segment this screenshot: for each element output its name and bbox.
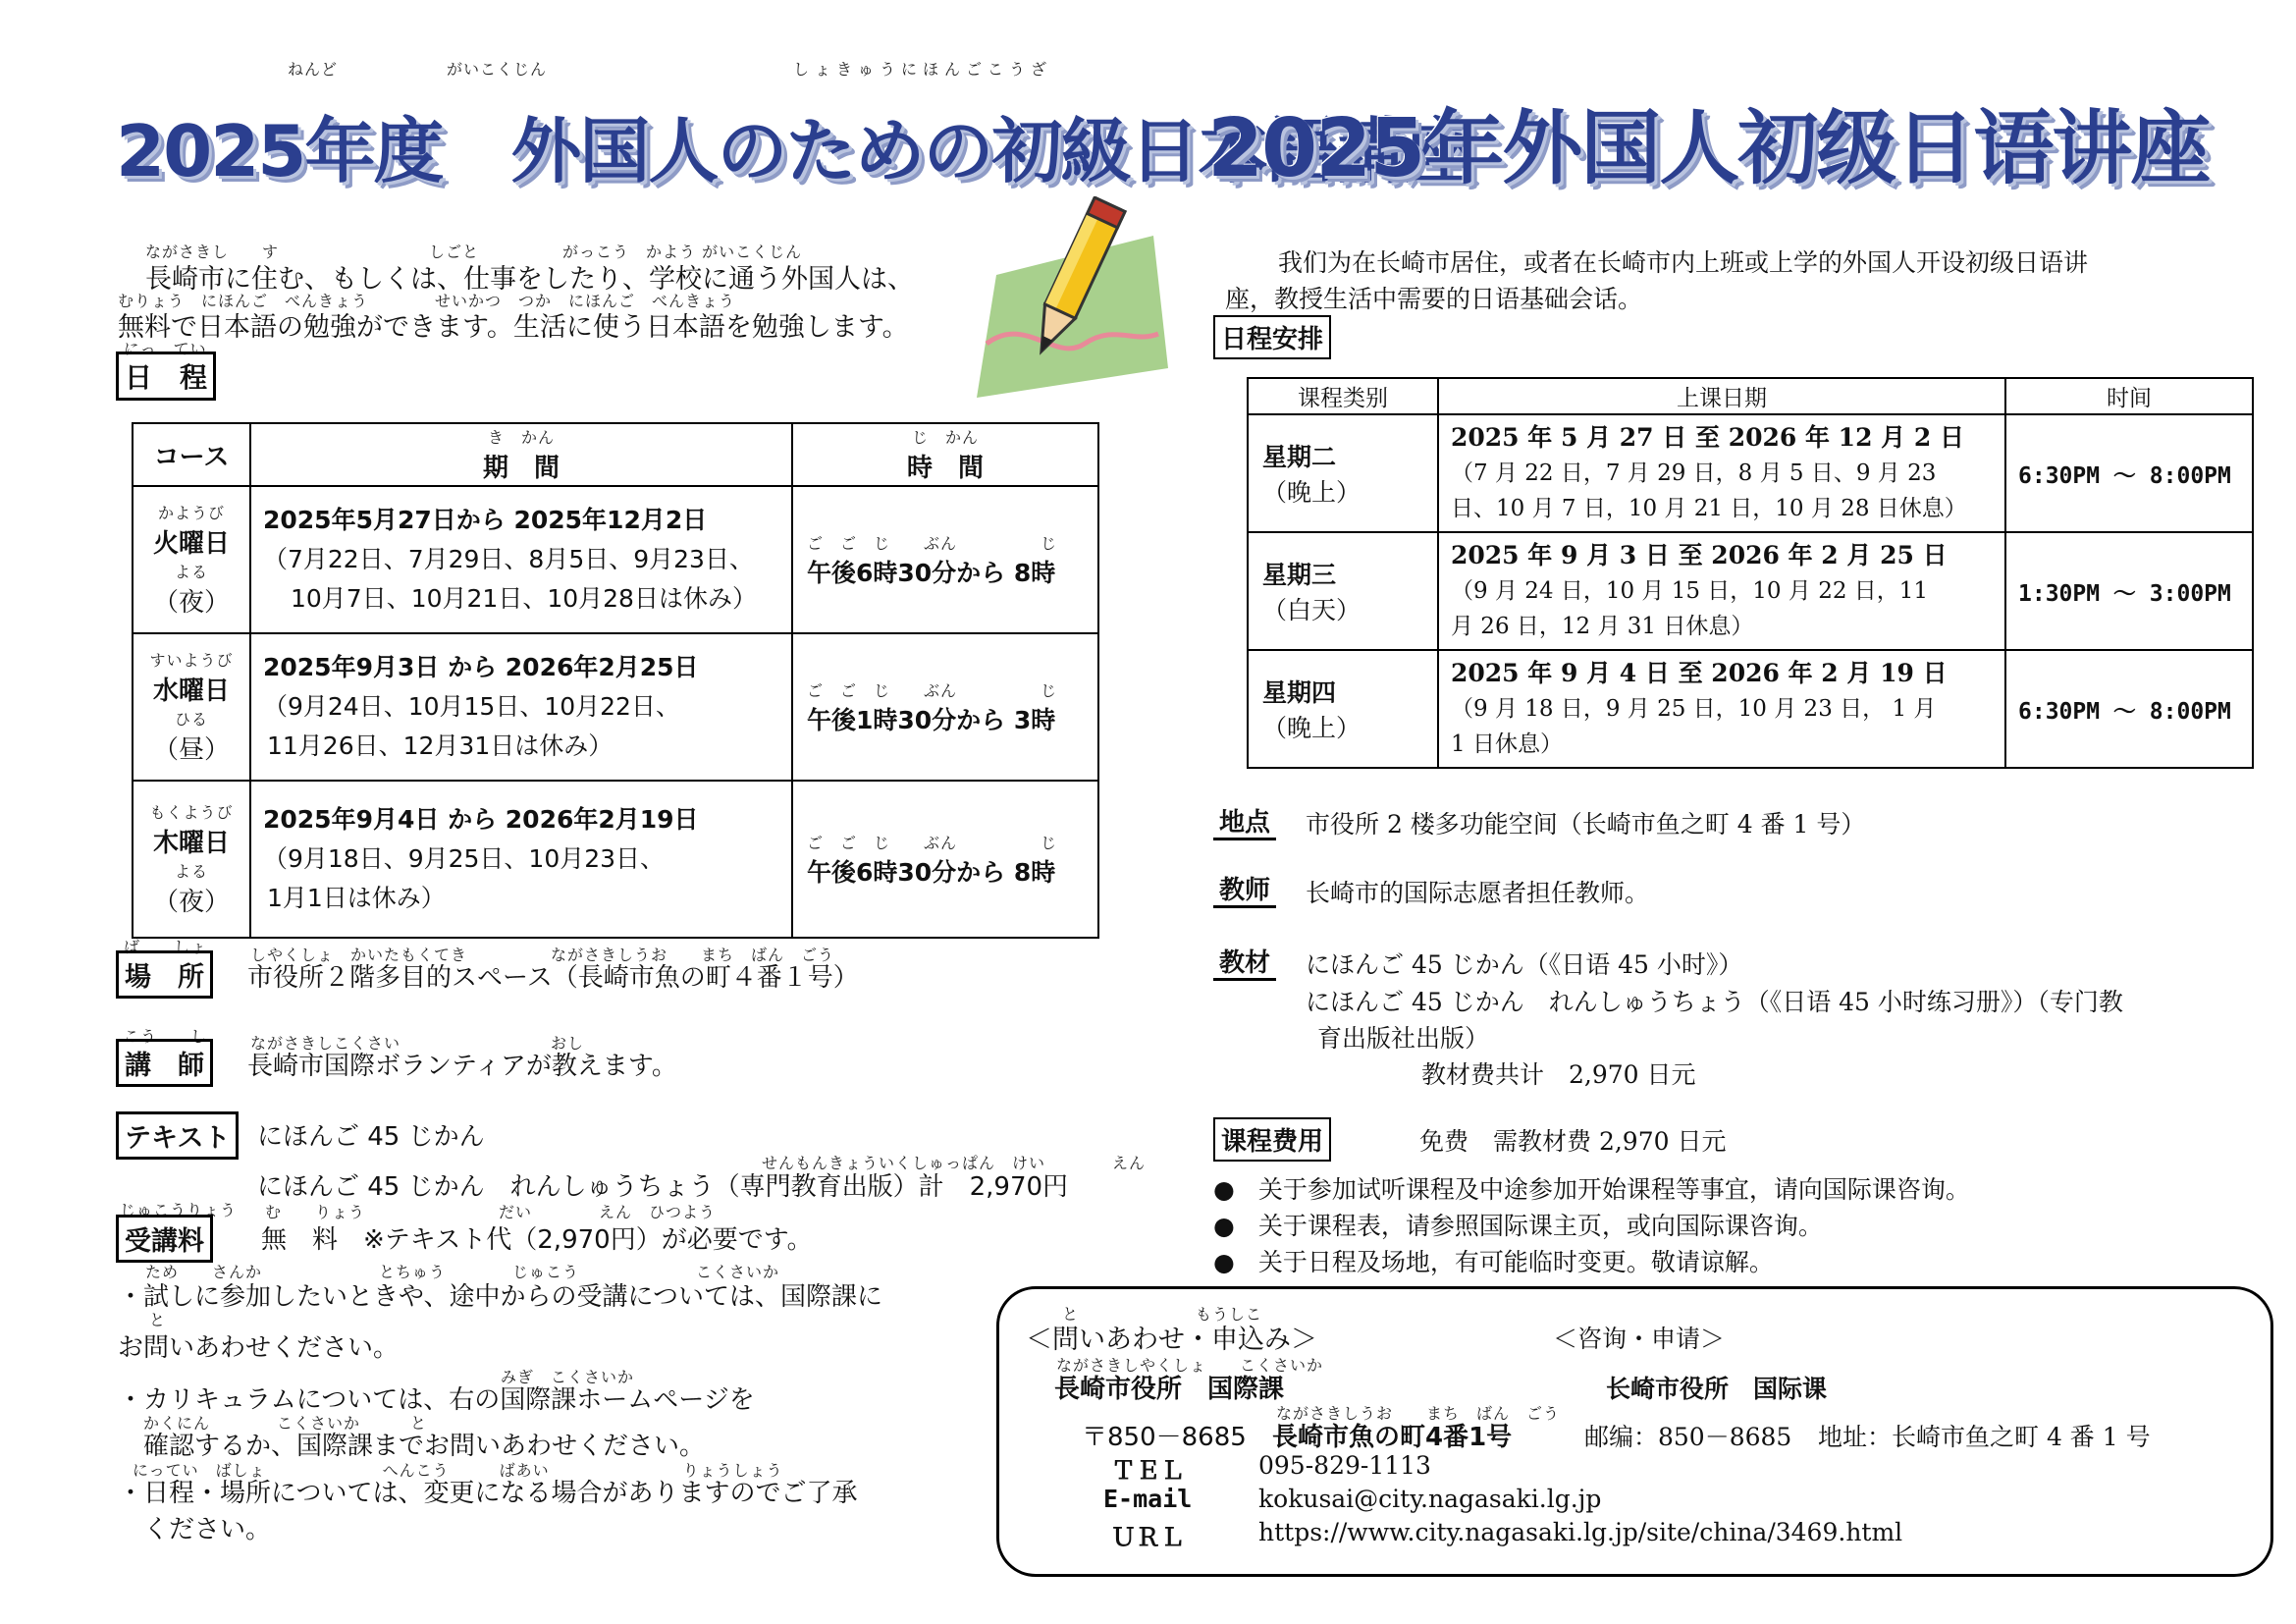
contact-postal: 〒850－8685	[1082, 1423, 1247, 1452]
ja-note3-line1: ・日程・場所については、変更になる場合がありますのでご了承	[118, 1479, 858, 1508]
ja-place-label: 場 所	[116, 950, 213, 999]
zh-day-cell	[1248, 650, 1438, 768]
ja-time-cell	[792, 486, 1098, 633]
zh-fee-label: 课程费用	[1213, 1117, 1331, 1162]
zh-time-cell: 1:30PM ～ 3:00PM	[2005, 532, 2253, 650]
when-label: （晚上）	[1262, 478, 1362, 507]
title-ja-ruby-nendo: ねんど	[288, 60, 339, 79]
ja-note3-line2: ください。	[143, 1515, 272, 1544]
contact-zh-address: 地址：长崎市鱼之町 4 番 1 号	[1818, 1423, 2151, 1451]
when-label: （昼）	[152, 735, 230, 765]
ja-day-cell	[133, 633, 250, 781]
zh-schedule-table	[1247, 377, 2254, 769]
contact-email[interactable]: kokusai@city.nagasaki.lg.jp	[1258, 1485, 1602, 1513]
day-label: 星期四	[1262, 678, 1337, 707]
zh-material-line4: 教材费共计 2,970 日元	[1421, 1060, 1696, 1089]
text-line2-ruby: せんもんきょういくしゅっぱん けい えん	[762, 1154, 1147, 1172]
zh-material-line1: にほんご 45 じかん（《日语 45 小时》）	[1306, 950, 1743, 979]
table-row	[1248, 532, 2253, 650]
ja-th-period	[250, 423, 792, 486]
place-text-ruby: しやくしょ かいたもくてき ながさきしうお まち ばん ごう	[250, 946, 835, 964]
contact-url[interactable]: https://www.city.nagasaki.lg.jp/site/china/3469.html	[1258, 1518, 1903, 1546]
contact-ja-heading: ＜問いあわせ・申込み＞	[1026, 1325, 1317, 1355]
ja-th-period-ruby: き かん	[487, 428, 555, 447]
day-label: 火曜日	[152, 529, 230, 559]
zh-bullet-3: ● 关于日程及场地，有可能临时变更。敬请谅解。	[1213, 1243, 1774, 1278]
zh-th-time: 时间	[2005, 378, 2253, 414]
contact-tel[interactable]: 095-829-1113	[1258, 1451, 1431, 1480]
ja-fee-label: 受講料	[116, 1215, 213, 1263]
contact-email-label: E-mail	[1103, 1485, 1193, 1513]
fee-text-ruby: む りょう だい えん ひつよう	[265, 1203, 717, 1221]
title-zh: 2025年外国人初级日语讲座	[1207, 102, 2210, 195]
ja-th-time	[792, 423, 1098, 486]
when-label: （白天）	[1262, 596, 1362, 624]
ja-intro-line1: 長崎市に住む、もしくは、仕事をしたり、学校に通う外国人は、	[145, 264, 914, 295]
contact-address-ruby: ながさきしうお まち ばん ごう	[1276, 1404, 1561, 1423]
zh-teacher-text: 长崎市的国际志愿者担任教师。	[1306, 879, 1650, 907]
title-ja-ruby-koza: しょきゅうにほんごこうざ	[793, 60, 1053, 79]
zh-date-cell	[1438, 532, 2005, 650]
period-text: 2025年9月3日 から 2026年2月25日	[263, 653, 699, 681]
ja-th-time-ruby: じ かん	[911, 428, 979, 447]
when-ruby: ひる	[174, 710, 208, 729]
holiday-note-1: （9月18日、9月25日、10月23日、	[263, 844, 666, 873]
time-text: 午後6時30分から 8時	[807, 857, 1056, 887]
ja-note2-line1: ・カリキュラムについては、右の国際課ホームページを	[118, 1385, 755, 1415]
table-row	[1248, 414, 2253, 532]
ja-teacher-label: 講 師	[116, 1039, 213, 1087]
schedule-label-ruby: にっ てい	[124, 340, 207, 358]
holiday-note-1: （7月22日、7月29日、8月5日、9月23日、	[263, 545, 754, 573]
period-text: 2025 年 9 月 4 日 至 2026 年 2 月 19 日	[1451, 659, 1948, 687]
table-row	[133, 781, 1098, 938]
zh-date-cell	[1438, 414, 2005, 532]
teacher-text-ruby: ながさきしこくさい おし	[250, 1034, 585, 1053]
contact-org-ruby: ながさきしやくしょ こくさいか	[1056, 1356, 1324, 1375]
when-ruby: よる	[174, 563, 208, 581]
contact-zh-org: 长崎市役所 国际课	[1606, 1375, 1828, 1403]
period-text: 2025年9月4日 から 2026年2月19日	[263, 805, 699, 834]
holiday-note-2: 11月26日、12月31日は休み）	[267, 731, 614, 760]
contact-zh-postal: 邮编：850－8685	[1584, 1423, 1792, 1451]
when-ruby: よる	[174, 862, 208, 881]
holiday-note-1: （9 月 24 日，10 月 15 日，10 月 22 日，11	[1451, 578, 1929, 604]
fee-label-ruby: じゅこうりょう	[120, 1201, 238, 1219]
zh-day-cell	[1248, 532, 1438, 650]
ja-period-cell	[250, 486, 792, 633]
ja-time-cell	[792, 781, 1098, 938]
zh-bullet-2: ● 关于课程表，请参照国际课主页，或向国际课咨询。	[1213, 1207, 1823, 1242]
zh-bullet-1: ● 关于参加试听课程及中途参加开始课程等事宜，请向国际课咨询。	[1213, 1170, 1970, 1206]
zh-th-date: 上课日期	[1438, 378, 2005, 414]
holiday-note-1: （9 月 18 日，9 月 25 日，10 月 23 日， 1 月	[1451, 696, 1937, 722]
contact-tel-label: ＴＥＬ	[1111, 1456, 1186, 1485]
day-ruby: すいようび	[149, 651, 234, 670]
ja-place-text: 市役所２階多目的スペース（長崎市魚の町４番１号）	[247, 963, 859, 993]
holiday-note-2: 1月1日は休み）	[267, 884, 446, 912]
contact-ja-address: 長崎市魚の町4番1号	[1272, 1423, 1513, 1452]
period-text: 2025 年 9 月 3 日 至 2026 年 2 月 25 日	[1451, 541, 1948, 569]
when-label: （晚上）	[1262, 714, 1362, 742]
ja-fee-text: 無 料 ※テキスト代（2,970円）が必要です。	[261, 1225, 813, 1255]
note2b-ruby: かくにん こくさいか と	[143, 1414, 428, 1433]
ja-th-time-label: 時 間	[906, 454, 984, 483]
ja-period-cell	[250, 781, 792, 938]
holiday-note-2: 月 26 日，12 月 31 日休息）	[1451, 614, 1754, 639]
period-text: 2025 年 5 月 27 日 至 2026 年 12 月 2 日	[1451, 423, 1964, 452]
ja-text-line2: にほんご 45 じかん れんしゅうちょう（専門教育出版）計 2,970円	[257, 1172, 1069, 1202]
ja-th-course: コース	[133, 423, 250, 486]
zh-intro-line1: 我们为在长崎市居住，或者在长崎市内上班或上学的外国人开设初级日语讲	[1278, 248, 2089, 277]
day-label: 木曜日	[152, 829, 230, 858]
time-text: 午後6時30分から 8時	[807, 558, 1056, 587]
pencil-illustration	[967, 196, 1188, 403]
day-label: 星期三	[1262, 561, 1337, 589]
note2-ruby: みぎ こくさいか	[501, 1368, 635, 1386]
note1-ruby: ため さんか とちゅう じゅこう こくさいか	[145, 1263, 780, 1281]
day-ruby: もくようび	[149, 803, 234, 822]
title-ja: 2025年度 外国人のための初級日本語講座	[116, 110, 1473, 192]
zh-material-line2: にほんご 45 じかん れんしゅうちょう（《日语 45 小时练习册》）（专门教	[1306, 988, 2123, 1016]
zh-th-course: 课程类别	[1248, 378, 1438, 414]
zh-day-cell	[1248, 414, 1438, 532]
zh-date-cell	[1438, 650, 2005, 768]
table-row	[133, 486, 1098, 633]
place-label-ruby: ば しょ	[124, 938, 208, 956]
day-ruby: かようび	[157, 504, 225, 522]
table-row	[133, 633, 1098, 781]
ja-th-period-label: 期 間	[482, 454, 560, 483]
holiday-note-1: （7 月 22 日，7 月 29 日，8 月 5 日、9 月 23	[1451, 460, 1937, 486]
contact-zh-heading: ＜咨询・申请＞	[1553, 1325, 1726, 1353]
contact-url-label: ＵＲＬ	[1111, 1523, 1186, 1551]
ja-schedule-table	[132, 422, 1099, 939]
ja-day-cell	[133, 486, 250, 633]
zh-time-cell: 6:30PM ～ 8:00PM	[2005, 650, 2253, 768]
note1b-ruby: と	[149, 1311, 167, 1329]
period-text: 2025年5月27日から 2025年12月2日	[263, 506, 708, 534]
holiday-note-2: 日、10 月 7 日，10 月 21 日，10 月 28 日休息）	[1451, 496, 1967, 521]
ja-time-cell	[792, 633, 1098, 781]
zh-intro-line2: 座，教授生活中需要的日语基础会话。	[1225, 285, 1643, 313]
zh-place-text: 市役所 2 楼多功能空间（长崎市鱼之町 4 番 1 号）	[1306, 810, 1866, 839]
intro-ruby-line1: ながさきし す しごと がっこう かよう がいこくじん	[145, 243, 803, 261]
day-label: 水曜日	[152, 677, 230, 706]
ja-note1-line1: ・試しに参加したいときや、途中からの受講については、国際課に	[118, 1282, 882, 1312]
time-ruby: ご ご じ ぶん じ	[807, 680, 1058, 700]
table-row	[1248, 650, 2253, 768]
zh-material-line3: 育出版社出版）	[1317, 1024, 1490, 1053]
ja-teacher-text: 長崎市国際ボランティアが教えます。	[247, 1052, 677, 1081]
ja-note1-line2: お問いあわせください。	[118, 1333, 400, 1363]
title-ja-ruby-gaikokujin: がいこくじん	[447, 60, 548, 79]
zh-fee-text: 免费 需教材费 2,970 日元	[1419, 1127, 1727, 1156]
ja-text-line1: にほんご 45 じかん	[257, 1122, 485, 1152]
day-label: 星期二	[1262, 443, 1337, 471]
zh-teacher-label: 教师	[1213, 868, 1276, 908]
zh-time-cell: 6:30PM ～ 8:00PM	[2005, 414, 2253, 532]
zh-place-label: 地点	[1213, 800, 1276, 840]
ja-note2-line2: 確認するか、国際課までお問いあわせください。	[143, 1432, 706, 1461]
when-label: （夜）	[152, 588, 230, 618]
time-ruby: ご ご じ ぶん じ	[807, 533, 1058, 553]
contact-heading-ruby: と もうしこ	[1062, 1305, 1263, 1324]
ja-day-cell	[133, 781, 250, 938]
zh-schedule-label: 日程安排	[1213, 315, 1331, 359]
when-label: （夜）	[152, 888, 230, 917]
ja-text-label: テキスト	[116, 1111, 239, 1160]
ja-intro-line2: 無料で日本語の勉強ができます。生活に使う日本語を勉強します。	[118, 312, 909, 343]
contact-ja-org: 長崎市役所 国際課	[1054, 1375, 1285, 1404]
note3-ruby: にってい ばしょ へんこう ばあい りょうしょう	[133, 1461, 783, 1480]
time-ruby: ご ご じ ぶん じ	[807, 833, 1058, 852]
time-text: 午後1時30分から 3時	[807, 705, 1056, 734]
ja-period-cell	[250, 633, 792, 781]
teacher-label-ruby: こう し	[124, 1027, 208, 1046]
holiday-note-2: 1 日休息）	[1451, 731, 1563, 757]
holiday-note-1: （9月24日、10月15日、10月22日、	[263, 692, 680, 721]
intro-ruby-line2: むりょう にほんご べんきょう せいかつ つか にほんご べんきょう	[118, 292, 736, 310]
holiday-note-2: 10月7日、10月21日、10月28日は休み）	[291, 584, 757, 613]
zh-material-label: 教材	[1213, 941, 1276, 981]
ja-schedule-label: 日 程	[116, 352, 216, 401]
